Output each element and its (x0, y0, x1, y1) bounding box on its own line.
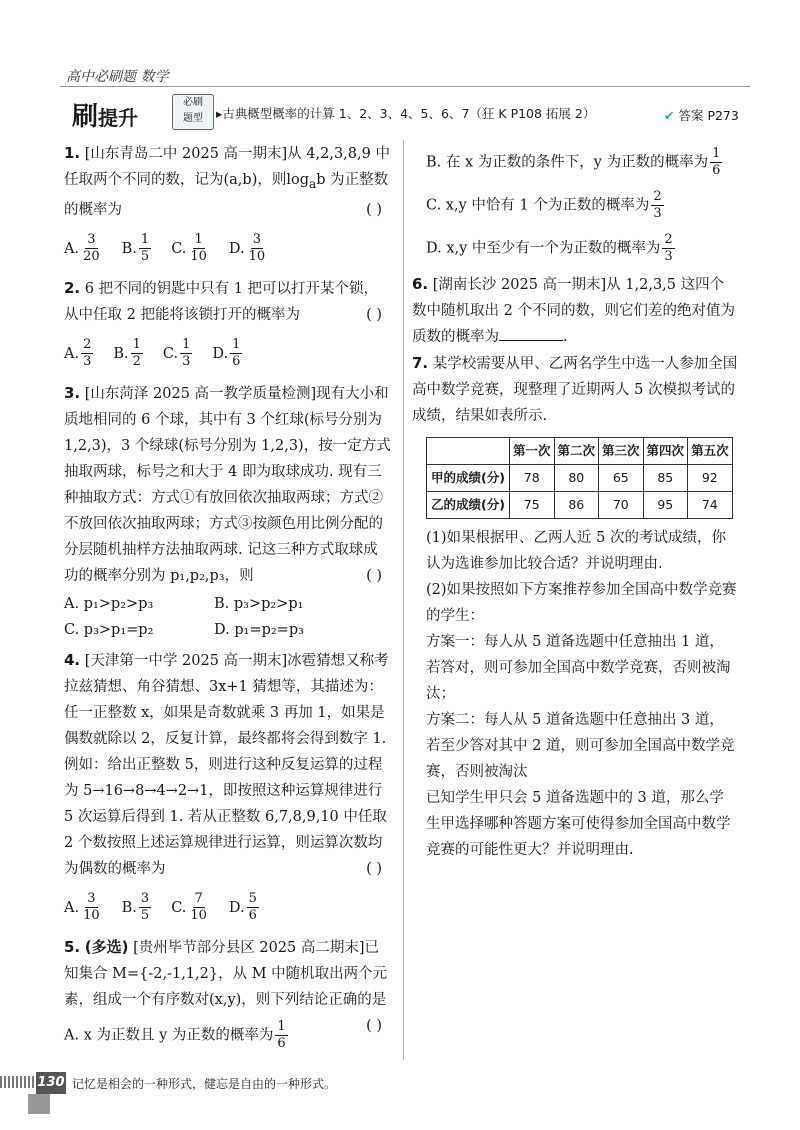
option-a: A. $\frac{2}{3}$ (64, 337, 92, 370)
option-b: B. $\frac{1}{5}$ (121, 232, 150, 265)
q7-plan-1: 方案一：每人从 5 道备选题中任意抽出 1 道，若答对，则可参加全国高中数学竞赛，否则被淘汰； (426, 634, 731, 702)
question-5 (64, 934, 392, 1034)
answer-blank (499, 326, 563, 341)
q2-options (64, 328, 392, 380)
q7-part-3: 已知学生甲只会 5 道备选题中的 3 道，那么学生甲选择哪种答题方案可使得参加全国高中数学竞赛的可能性更大？并说明理由. (426, 790, 731, 858)
check-icon: ✔ (664, 108, 675, 123)
table-header-row: 第一次 第二次 第三次 第四次 第五次 (427, 438, 733, 465)
question-number: 6. (412, 275, 429, 293)
section-brand (72, 96, 138, 133)
footer-motto: 记忆是相会的一种形式，健忘是自由的一种形式。 (72, 1077, 337, 1091)
score-table (426, 437, 733, 519)
question-text: [山东菏泽 2025 高一教学质量检测]现有大小和质地相同的 6 个球，其中有 3 个红球(标号分别为 1,2,3)，3 个绿球(标号分别为 1,2,3)，按一定方式抽取两球，标号之和大于 4 即为取球成功. 现有三种抽取方式：方式①有放回依次抽取两球；方式②不放回依次抽取两球；方式③按颜色用比例分配的分层随机抽样方法抽取两球. 记这三种方式取球成功的概率分别为 p₁,p₂,p₃，则 (64, 385, 391, 584)
option-c: C. $\frac{1}{10}$ (171, 232, 207, 265)
q5-option-d: D. x,y 中至少有一个为正数的概率为 $\frac{2}{3}$ (426, 232, 673, 264)
question-4 (64, 647, 392, 882)
left-column (64, 140, 392, 1052)
option-c: C. p₃>p₁=p₂ (64, 621, 154, 638)
answer-paren: ( ) (366, 201, 382, 218)
question-number: 5. (64, 937, 81, 956)
question-number: 7. (412, 354, 429, 372)
badge-line-2: 题型 (183, 113, 203, 124)
brand-main-char: 刷 (72, 102, 99, 132)
q7-part-1: (1)如果根据甲、乙两人近 5 次的考试成绩，你认为选谁参加比较合适？并说明理由. (426, 530, 726, 572)
option-b: B. $\frac{1}{2}$ (113, 337, 141, 370)
column-divider (403, 140, 404, 1060)
question-text: [湖南长沙 2025 高一期末]从 1,2,3,5 这四个数中随机取出 2 个不同的数，则它们差的绝对值为质数的概率为 (412, 277, 735, 345)
page-corner-block (28, 1094, 50, 1114)
series-title: 高中必刷题 数学 (66, 69, 169, 85)
q1-options (64, 223, 392, 275)
q5-option-b: B. 在 x 为正数的条件下，y 为正数的概率为 $\frac{1}{6}$ (426, 146, 721, 178)
answer-paren: ( ) (366, 860, 382, 877)
page-dots (0, 1076, 34, 1088)
question-type-badge (172, 94, 214, 130)
q5-option-a: A. x 为正数且 y 为正数的概率为 $\frac{1}{6}$ (64, 1018, 286, 1051)
question-text-cont: b 为正整数的概率为 (64, 172, 389, 218)
question-3 (64, 380, 392, 589)
option-a: A. $\frac{3}{20}$ (64, 232, 100, 265)
log-base: a (309, 176, 317, 191)
question-text: 6 把不同的钥匙中只有 1 把可以打开某个锁，从中任取 2 把能将该锁打开的概率为 (64, 280, 379, 323)
answer-reference (664, 106, 739, 124)
question-number: 3. (64, 383, 81, 402)
brand-label: 提升 (98, 106, 139, 130)
answer-paren: ( ) (366, 306, 382, 323)
option-a: A. p₁>p₂>p₃ (64, 595, 154, 612)
option-c: C. $\frac{7}{10}$ (171, 891, 207, 924)
option-b: B. $\frac{3}{5}$ (121, 891, 150, 924)
question-6: 6. [湖南长沙 2025 高一期末]从 1,2,3,5 这四个数中随机取出 2 个不同的数，则它们差的绝对值为质数的概率为 . (412, 275, 735, 345)
option-d: D. $\frac{3}{10}$ (228, 232, 266, 265)
multi-select-tag: (多选) (84, 937, 129, 956)
option-d: D. $\frac{1}{6}$ (212, 337, 241, 370)
question-text: [山东青岛二中 2025 高一期末]从 4,2,3,8,9 中任取两个不同的数，记为(a,b)，则log (64, 146, 390, 188)
question-number: 1. (64, 144, 81, 162)
table-row: 乙的成绩(分) 75 86 70 95 74 (427, 492, 733, 519)
q7-part-2: (2)如果按照如下方案推荐参加全国高中数学竞赛的学生： (426, 582, 737, 624)
option-b: B. p₃>p₂>p₁ (214, 595, 304, 612)
question-2 (64, 275, 392, 328)
option-d: D. p₁=p₂=p₃ (214, 621, 304, 638)
q3-options (64, 591, 392, 643)
header-divider (60, 86, 750, 87)
page-number: 130 (36, 1072, 66, 1094)
question-1 (64, 140, 392, 223)
right-column (412, 146, 738, 863)
question-text: [贵州毕节部分县区 2025 高二期末]已知集合 M={-2,-1,1,2}，从 M 中随机取出两个元素，组成一个有序数对(x,y)，则下列结论正确的是 (64, 939, 388, 1008)
option-c: C. $\frac{1}{3}$ (162, 337, 191, 370)
question-text: [天津第一中学 2025 高一期末]冰雹猜想又称考拉兹猜想、角谷猜想、3x+1 猜想等，其描述为：任一正整数 x，如果是奇数就乘 3 再加 1，如果是偶数就除以 2，反复计算，最终都将会得到数字 1. 例如：给出正整数 5，则进行这种反复运算的过程为 5→16→8→4→2→1，即按照这种运算规律进行 5 次运算后得到 1. 若从正整数 6,7,8,9,10 中任取 2 个数按照上述运算规律进行运算，则运算次数均为偶数的概率为 (64, 652, 389, 877)
option-d: D. $\frac{5}{6}$ (228, 891, 257, 924)
question-number: 2. (64, 278, 81, 297)
table-row: 甲的成绩(分) 78 80 65 85 92 (427, 465, 733, 492)
option-a: A. $\frac{3}{10}$ (64, 891, 100, 924)
question-text: 某学校需要从甲、乙两名学生中选一人参加全国高中数学竞赛，现整理了近期两人 5 次模拟考试的成绩，结果如表所示. (412, 356, 738, 424)
answer-paren: ( ) (366, 567, 382, 584)
answer-paren: ( ) (366, 1017, 382, 1034)
topic-line: ▸古典概型概率的计算 1、2、3、4、5、6、7（狂 K P108 拓展 2） (216, 106, 596, 121)
badge-line-1: 必刷 (183, 97, 203, 108)
question-number: 4. (64, 650, 81, 669)
answer-page: 答案 P273 (678, 108, 739, 123)
q5-option-c: C. x,y 中恰有 1 个为正数的概率为 $\frac{2}{3}$ (426, 189, 662, 221)
q7-plan-2: 方案二：每人从 5 道备选题中任意抽出 3 道，若至少答对其中 2 道，则可参加全国高中数学竞赛，否则被淘汰 (426, 712, 735, 780)
question-7 (412, 350, 738, 429)
q4-options (64, 882, 392, 934)
